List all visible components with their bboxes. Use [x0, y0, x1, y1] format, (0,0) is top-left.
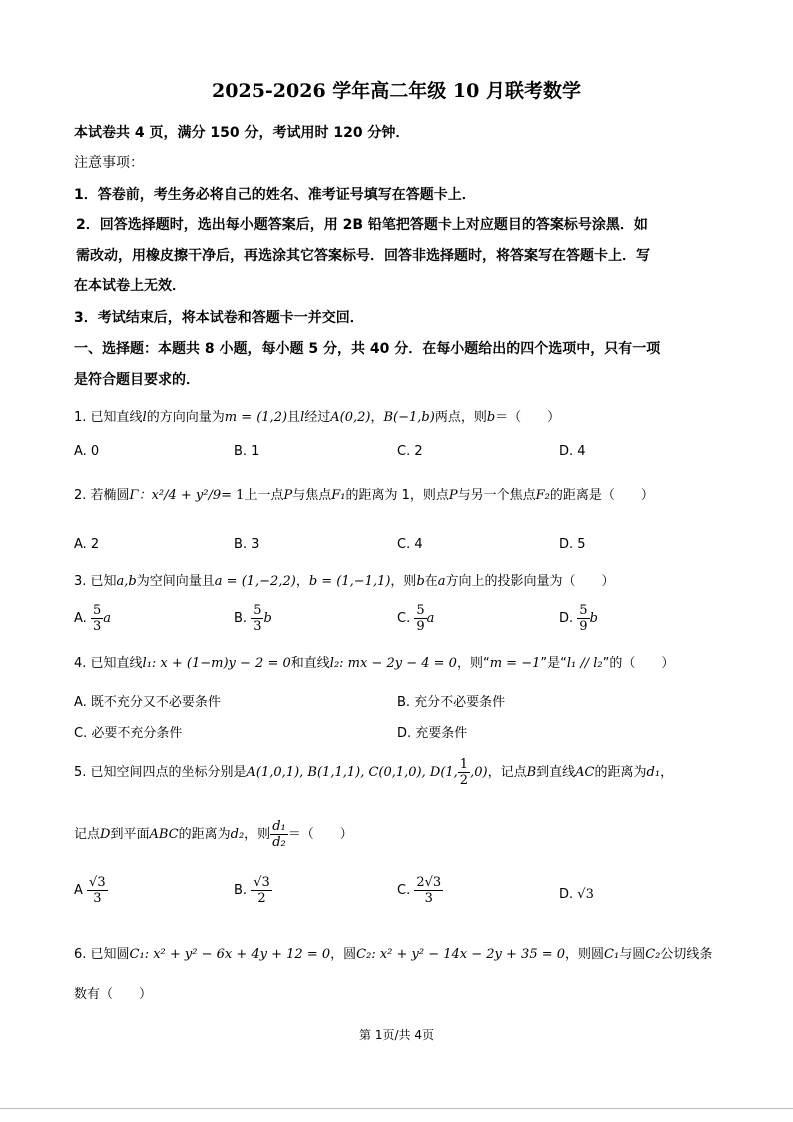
q5-option-d[interactable]: D. √3: [559, 887, 594, 902]
line-l1: l₁: x + (1−m)y − 2 = 0: [142, 656, 291, 671]
exam-title: 2025-2026 学年高二年级 10 月联考数学: [212, 80, 581, 102]
notice-item-3: 3．考试结束后，将本试卷和答题卡一并交回．: [74, 310, 364, 326]
q5-option-b[interactable]: B. $\frac{√3}{2}$: [234, 875, 270, 906]
q4-option-b[interactable]: B. 充分不必要条件: [397, 695, 506, 710]
point-a: A(0,2): [330, 410, 371, 425]
question-4: 4. 已知直线l₁: x + (1−m)y − 2 = 0和直线l₂: mx − 2y − 4 = 0，则“m = −1”是“l₁ // l₂”的（ ）: [74, 656, 675, 671]
q3-option-b[interactable]: B. $\frac{5}{3}$ b: [234, 603, 272, 634]
question-2: 2. 若椭圆Γ：x²/4 + y²/9= 1上一点P与焦点F₁的距离为 1，则点P与另一个焦点F₂的距离是（ ）: [74, 488, 654, 503]
q2-option-a[interactable]: A. 2: [74, 537, 100, 552]
vector-m: m = (1,2): [224, 410, 288, 425]
question-1: 1. 已知直线l的方向向量为m = (1,2)且l经过A(0,2)，B(−1,b)两点，则b＝（ ）: [74, 410, 561, 425]
q1-option-a[interactable]: A. 0: [74, 444, 100, 459]
q4-option-a[interactable]: A. 既不充分又不必要条件: [74, 695, 221, 710]
q2-option-c[interactable]: C. 4: [397, 537, 423, 552]
notice-item-1: 1．答卷前，考生务必将自己的姓名、准考证号填写在答题卡上．: [74, 187, 476, 203]
question-5-line-2: 记点D到平面ABC的距离为d₂，则 $\frac{\text{d₁}}{\text{d₂}}$ ＝（ ）: [74, 819, 353, 850]
bottom-divider: [0, 1108, 793, 1109]
q1-option-d[interactable]: D. 4: [559, 444, 586, 459]
q4-option-c[interactable]: C. 必要不充分条件: [74, 726, 183, 741]
q2-option-b[interactable]: B. 3: [234, 537, 260, 552]
section-one-heading: 一、选择题：本题共 8 小题，每小题 5 分，共 40 分．在每小题给出的四个选项中，只有一项: [74, 341, 661, 357]
q1-option-c[interactable]: C. 2: [397, 444, 423, 459]
q4-option-d[interactable]: D. 充要条件: [397, 726, 468, 741]
q5-option-c[interactable]: C. $\frac{2√3}{3}$: [397, 875, 442, 906]
notice-item-2-line-1: 2．回答选择题时，选出每小题答案后，用 2B 铅笔把答题卡上对应题目的答案标号涂黑．如: [76, 217, 648, 233]
q3-option-a[interactable]: A. $\frac{5}{3}$ a: [74, 603, 111, 634]
question-5: 5. 已知空间四点的坐标分别是A(1,0,1), B(1,1,1), C(0,1,0), D(1, $\frac{1}{2}$ ,0)，记点B到直线AC的距离为d₁，: [74, 757, 674, 788]
notice-item-2-line-2: 需改动，用橡皮擦干净后，再选涂其它答案标号．回答非选择题时，将答案写在答题卡上．写: [76, 248, 650, 264]
ellipse-equation: x²/4 + y²/9: [151, 488, 222, 503]
circle-c1: C₁: x² + y² − 6x + 4y + 12 = 0: [129, 947, 331, 962]
point-b: B(−1,b): [383, 410, 435, 425]
line-l2: l₂: mx − 2y − 4 = 0: [329, 656, 457, 671]
exam-info: 本试卷共 4 页，满分 150 分，考试用时 120 分钟．: [74, 125, 410, 141]
question-6-line-2: 数有（ ）: [74, 987, 153, 1002]
vector-a: a = (1,−2,2): [214, 574, 296, 589]
notice-heading: 注意事项：: [74, 155, 144, 171]
question-6: 6. 已知圆C₁: x² + y² − 6x + 4y + 12 = 0，圆C₂: x² + y² − 14x − 2y + 35 = 0，则圆C₁与圆C₂公切线条: [74, 947, 713, 962]
page-footer: 第 1页/共 4页: [359, 1028, 434, 1042]
q3-option-c[interactable]: C. $\frac{5}{9}$ a: [397, 603, 435, 634]
q2-option-d[interactable]: D. 5: [559, 537, 586, 552]
notice-item-2-line-3: 在本试卷上无效．: [74, 278, 186, 294]
vector-b: b = (1,−1,1): [308, 574, 391, 589]
points-list: A(1,0,1), B(1,1,1), C(0,1,0), D(1,: [246, 765, 458, 780]
q3-option-d[interactable]: D. $\frac{5}{9}$ b: [559, 603, 598, 634]
question-3: 3. 已知a,b为空间向量且a = (1,−2,2)，b = (1,−1,1)，则b在a方向上的投影向量为（ ）: [74, 574, 615, 589]
q5-option-a[interactable]: A $\frac{√3}{3}$: [74, 875, 106, 906]
circle-c2: C₂: x² + y² − 14x − 2y + 35 = 0: [356, 947, 566, 962]
q1-option-b[interactable]: B. 1: [234, 444, 260, 459]
section-one-heading-cont: 是符合题目要求的．: [74, 372, 200, 388]
